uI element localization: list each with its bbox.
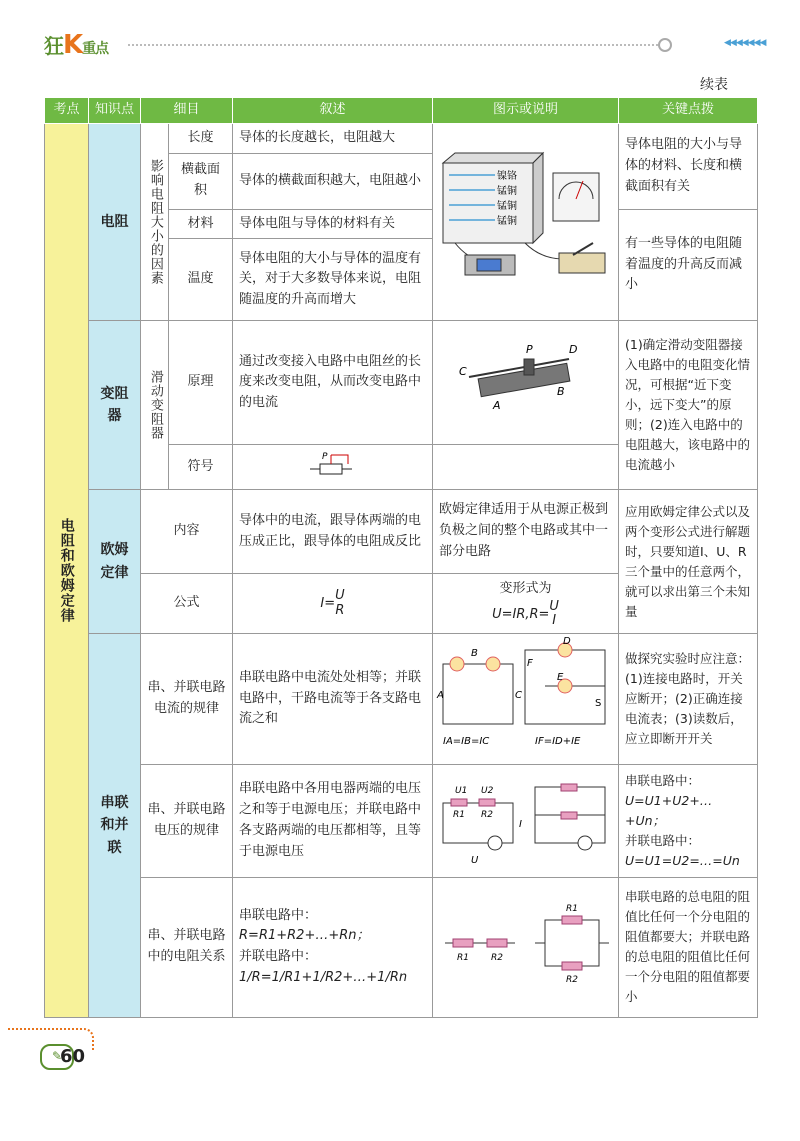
header-divider [128, 44, 658, 46]
caption-series-current: IA=IB=IC [443, 736, 490, 748]
tip-ohm: 应用欧姆定律公式以及两个变形公式进行解题时，只要知道I、U、R三个量中的任意两个，就可以求出第三个未知量 [619, 490, 758, 634]
lbl-D: D [563, 636, 571, 648]
item-resistance-relation: 串、并联电路中的电阻关系 [141, 877, 233, 1017]
lbl-R1-c: R1 [566, 904, 578, 915]
item-principle: 原理 [169, 321, 233, 445]
item-area: 横截面积 [169, 153, 233, 209]
lbl-A: A [437, 690, 444, 702]
page-leaf-icon: ✎ [40, 1044, 74, 1070]
label-B: B [557, 384, 565, 398]
fig-resistance [433, 123, 619, 321]
lbl-R2-c: R2 [566, 975, 578, 986]
tip-resistance-relation: 串联电路的总电阻的阻值比任何一个分电阻的阻值都要大；并联电路的总电阻的阻值比任何一个分电阻的阻值都要小 [619, 877, 758, 1017]
lbl-F: F [527, 658, 533, 670]
rheostat-figure [439, 339, 609, 419]
section-rheostat: 变阻器 [89, 321, 141, 490]
lbl-R2-b: R2 [491, 953, 503, 964]
item-temperature: 温度 [169, 239, 233, 321]
factor-group: 影响电阻大小的因素 [141, 123, 169, 321]
item-length: 长度 [169, 123, 233, 153]
col-header: 细目 [141, 98, 233, 124]
header-arrows-icon: ◀◀◀◀◀◀◀ [724, 38, 766, 48]
item-current-law: 串、并联电路电流的规律 [141, 634, 233, 765]
section-series: 串联和并联 [89, 634, 141, 1018]
desc-temperature: 导体电阻的大小与导体的温度有关，对于大多数导体来说，电阻随温度的升高而增大 [233, 239, 433, 321]
lbl-E: E [557, 672, 564, 684]
current-circuits-figure [435, 636, 615, 754]
wire-label: 锰铜 [497, 216, 518, 228]
fig-resistance-relation [433, 877, 619, 1017]
item-material: 材料 [169, 209, 233, 239]
resistance-apparatus-figure [435, 143, 615, 293]
fig-current-law [433, 634, 619, 765]
wire-label: 锰铜 [497, 186, 518, 198]
col-header: 叙述 [233, 98, 433, 124]
tip-current-law: 做探究实验时应注意：(1)连接电路时，开关应断开；(2)正确连接电流表；(3)读数后，应立即断开开关 [619, 634, 758, 765]
label-A: A [493, 398, 501, 412]
desc-current-law: 串联电路中电流处处相等；并联电路中，干路电流等于各支路电流之和 [233, 634, 433, 765]
item-voltage-law: 串、并联电路电压的规律 [141, 764, 233, 877]
col-header: 知识点 [89, 98, 141, 124]
wire-label: 镍铬 [497, 171, 518, 183]
col-header: 关键点拨 [619, 98, 758, 124]
desc-material: 导体电阻与导体的材料有关 [233, 209, 433, 239]
tip-resistance-2: 有一些导体的电阻随着温度的升高反而减小 [619, 209, 758, 321]
topic-cell: 电阻和欧姆定律 [45, 123, 89, 1017]
item-symbol: 符号 [169, 445, 233, 490]
formula: I= U R [233, 574, 433, 634]
formula-variant: 变形式为 U=IR,R= U I [433, 574, 619, 634]
lbl-C: C [515, 690, 522, 702]
tip-rheostat: (1)确定滑动变阻器接入电路中的电阻变化情况，可根据“近下变小，远下变大”的原则；(2)连入电路中的电阻越大，该电路中的电流越小 [619, 321, 758, 490]
desc-length: 导体的长度越长，电阻越大 [233, 123, 433, 153]
resistor-network-figure [435, 898, 615, 988]
caption-parallel-current: IF=ID+IE [535, 736, 581, 748]
table-header-row [45, 98, 758, 124]
desc-principle: 通过改变接入电路中电阻丝的长度来改变电阻，从而改变电路中的电流 [233, 321, 433, 445]
lbl-R1: R1 [453, 809, 465, 820]
lbl-I: I [519, 818, 522, 830]
label-C: C [459, 364, 467, 378]
voltage-circuits-figure [435, 767, 615, 867]
symbol-label-P: P [321, 452, 327, 463]
header-circle-icon [658, 38, 672, 52]
page-number: 60 [60, 1046, 86, 1067]
rheostat-symbol [233, 445, 433, 490]
lbl-U: U [471, 854, 479, 866]
item-formula: 公式 [141, 574, 233, 634]
knowledge-table [44, 97, 758, 1018]
label-D: D [569, 342, 578, 356]
section-ohm: 欧姆定律 [89, 490, 141, 634]
col-header: 图示或说明 [433, 98, 619, 124]
brand-logo: 狂K重点 [44, 30, 109, 60]
section-resistance: 电阻 [89, 123, 141, 321]
wire-label: 锰铜 [497, 201, 518, 213]
fig-voltage-law [433, 764, 619, 877]
tip-voltage-law: 串联电路中： U=U1+U2+…+Un； 并联电路中： U=U1=U2=…=Un [619, 764, 758, 877]
tip-resistance-1: 导体电阻的大小与导体的材料、长度和横截面积有关 [619, 123, 758, 209]
lbl-B: B [471, 648, 478, 660]
rheostat-symbol-icon [308, 449, 358, 477]
desc-area: 导体的横截面积越大，电阻越小 [233, 153, 433, 209]
rheostat-group: 滑动变阻器 [141, 321, 169, 490]
note-content: 欧姆定律适用于从电源正极到负极之间的整个电路或其中一部分电路 [433, 490, 619, 574]
item-content: 内容 [141, 490, 233, 574]
desc-content: 导体中的电流，跟导体两端的电压成正比，跟导体的电阻成反比 [233, 490, 433, 574]
col-header: 考点 [45, 98, 89, 124]
lbl-S: S [595, 698, 602, 710]
lbl-U1: U1 [455, 785, 468, 796]
lbl-R1-b: R1 [457, 953, 469, 964]
continue-label: 续表 [700, 77, 728, 93]
desc-voltage-law: 串联电路中各用电器两端的电压之和等于电源电压；并联电路中各支路两端的电压都相等，且等于电源电压 [233, 764, 433, 877]
lbl-U2: U2 [481, 785, 494, 796]
label-P: P [526, 342, 533, 356]
lbl-R2: R2 [481, 809, 493, 820]
fig-rheostat [433, 321, 619, 445]
desc-resistance-relation: 串联电路中： R=R1+R2+…+Rn； 并联电路中： 1/R=1/R1+1/R2+…+1/Rn [233, 877, 433, 1017]
